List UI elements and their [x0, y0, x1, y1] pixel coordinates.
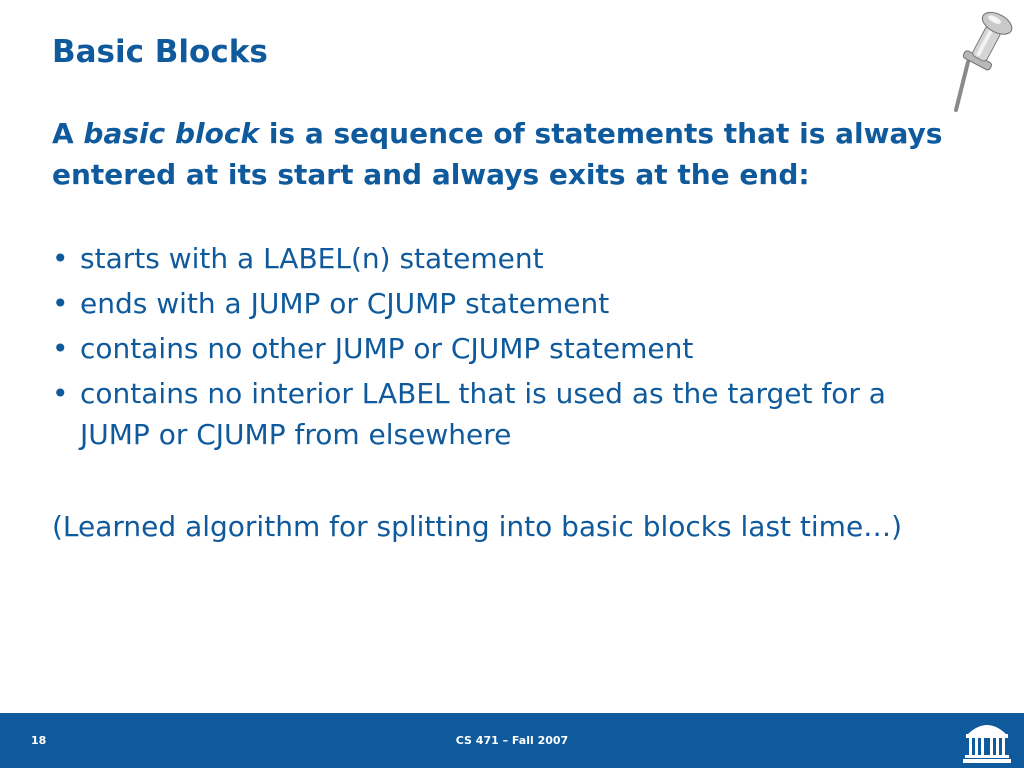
bullet-marker: • — [52, 377, 69, 410]
note-text: (Learned algorithm for splitting into basic blocks last time…) — [52, 510, 903, 543]
slide-number: 18 — [31, 734, 47, 747]
bullet-marker: • — [52, 287, 69, 320]
bullet-text: starts with a LABEL(n) statement — [80, 242, 544, 275]
list-item — [52, 238, 952, 279]
list-item — [52, 328, 952, 369]
definition-text: is a sequence of statements that is always entered at its start and always exits at the end: — [52, 117, 943, 191]
bullet-text: ends with a JUMP or CJUMP statement — [80, 287, 610, 320]
slide-title: Basic Blocks — [52, 34, 268, 70]
list-item — [52, 283, 952, 324]
definition-term: basic block — [83, 117, 260, 150]
criteria-list — [52, 238, 952, 459]
course-label: CS 471 – Fall 2007 — [455, 734, 569, 747]
footer-bar — [0, 713, 1024, 768]
bullet-text: contains no interior LABEL that is used as the target for a JUMP or CJUMP from elsewhere — [80, 377, 886, 451]
bullet-marker: • — [52, 332, 69, 365]
list-item — [52, 373, 952, 455]
pushpin-icon — [942, 4, 1014, 112]
basic-block-definition — [52, 113, 952, 195]
definition-prefix: A — [52, 117, 84, 150]
bullet-text: contains no other JUMP or CJUMP statement — [80, 332, 694, 365]
university-logo-icon — [962, 715, 1012, 765]
bullet-marker: • — [52, 242, 69, 275]
